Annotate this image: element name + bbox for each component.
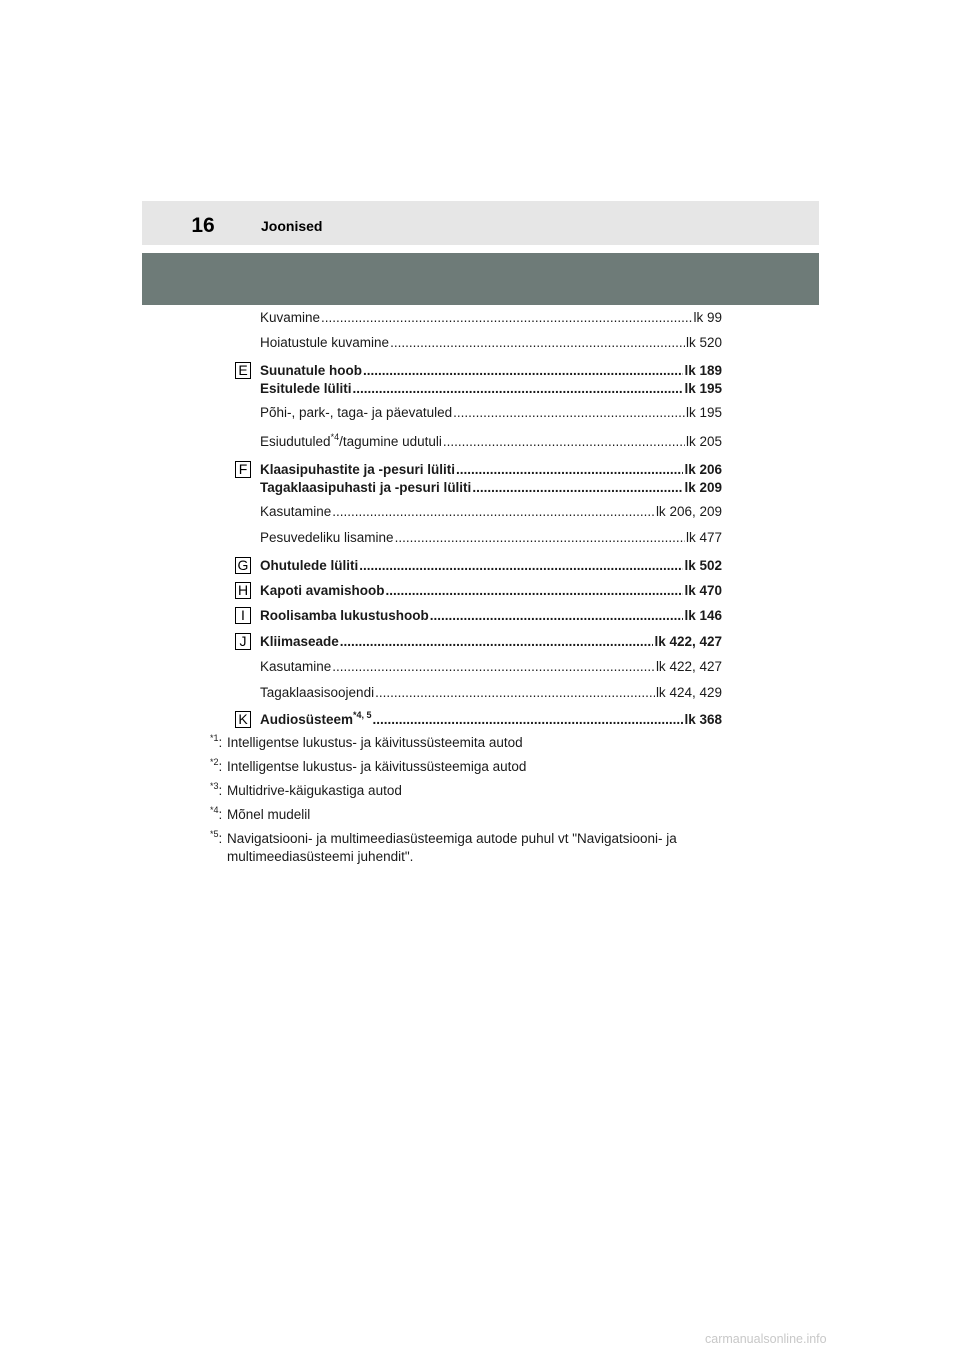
footnote: $^{*2}$: Intelligentse lukustus- ja käivitussüsteemiga autod <box>210 756 527 774</box>
section-marker-e: E <box>235 362 251 379</box>
section-title: Joonised <box>261 218 323 234</box>
header-banner <box>142 253 819 305</box>
index-entry: Kliimaseade ..... lk 422, 427 <box>260 633 722 650</box>
footnote: $^{*5}$: Navigatsiooni- ja multimeediasüsteemiga autode puhul vt "Navigatsiooni- ja multimeediasüsteemi juhendit". <box>210 828 677 864</box>
watermark: carmanualsonline.info <box>705 1332 827 1346</box>
footnote: $^{*4}$: Mõnel mudelil <box>210 804 311 822</box>
index-entry: Klaasipuhastite ja -pesuri lüliti ..... lk 206 <box>260 461 722 478</box>
index-entry: Ohutulede lüliti ..... lk 502 <box>260 557 722 574</box>
index-entry: Tagaklaasisoojendi ..... lk 424, 429 <box>260 684 722 701</box>
index-entry: Kasutamine ..... lk 206, 209 <box>260 503 722 520</box>
index-entry: Pesuvedeliku lisamine ..... lk 477 <box>260 529 722 546</box>
page-header <box>142 201 819 245</box>
section-marker-f: F <box>235 461 251 478</box>
index-entry: Põhi-, park-, taga- ja päevatuled ..... lk 195 <box>260 404 722 421</box>
index-entry: Esitulede lüliti ..... lk 195 <box>260 380 722 397</box>
index-entry: Hoiatustule kuvamine ..... lk 520 <box>260 334 722 351</box>
index-entry: Suunatule hoob ..... lk 189 <box>260 362 722 379</box>
index-entry: Kapoti avamishoob ..... lk 470 <box>260 582 722 599</box>
section-marker-g: G <box>235 557 251 574</box>
footnote: $^{*1}$: Intelligentse lukustus- ja käivitussüsteemita autod <box>210 732 523 750</box>
section-marker-j: J <box>235 633 251 650</box>
page-number: 16 <box>191 214 215 237</box>
footnote: $^{*3}$: Multidrive-käigukastiga autod <box>210 780 402 798</box>
index-entry: Tagaklaasipuhasti ja -pesuri lüliti ..... lk 209 <box>260 479 722 496</box>
section-marker-i: I <box>235 607 251 624</box>
index-entry: Esiudutuled$^{*4}$/tagumine udutuli ..... lk 205 <box>260 433 722 450</box>
section-marker-h: H <box>235 582 251 599</box>
section-marker-k: K <box>235 711 251 728</box>
index-entry: Kasutamine ..... lk 422, 427 <box>260 658 722 675</box>
index-entry: Roolisamba lukustushoob ..... lk 146 <box>260 607 722 624</box>
index-entry: Audiosüsteem$^{*4, 5}$ ..... lk 368 <box>260 711 722 728</box>
index-entry: Kuvamine ..... lk 99 <box>260 309 722 326</box>
